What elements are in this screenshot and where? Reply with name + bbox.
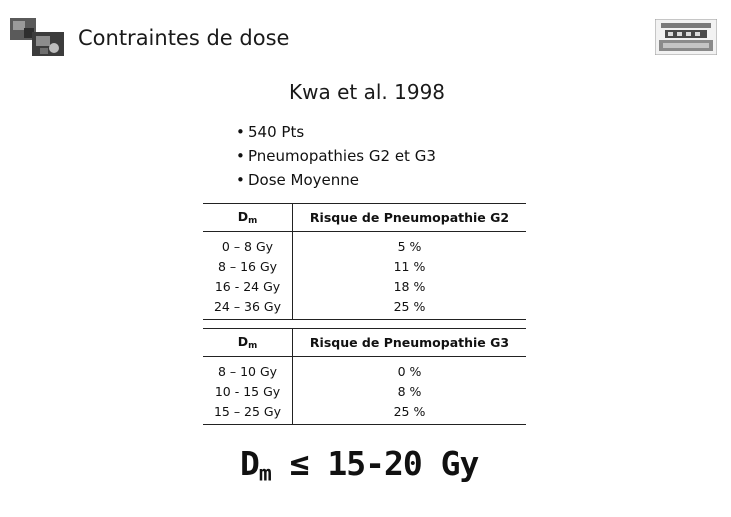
risk-column-header: Risque de Pneumopathie G3 [293, 329, 527, 357]
table-row [203, 401, 526, 425]
table-row [203, 276, 526, 296]
dose-cell: 0 – 8 Gy [203, 232, 293, 257]
slide-title: Contraintes de dose [78, 26, 290, 50]
bullet-item: • Dose Moyenne [236, 171, 360, 189]
risk-cell: 0 % [397, 363, 422, 379]
table-header-row [203, 329, 526, 357]
table-row [203, 357, 526, 382]
bullet-item: • Pneumopathies G2 et G3 [236, 147, 436, 165]
risk-cell: 25 % [293, 296, 527, 320]
reference-title: Kwa et al. 1998 [289, 80, 446, 104]
table-row [203, 232, 526, 257]
dose-cell: 16 - 24 Gy [203, 276, 293, 296]
table-row [203, 296, 526, 320]
risk-cell: 8 % [397, 383, 422, 399]
table-header-row [203, 204, 526, 232]
table-row [203, 256, 526, 276]
dose-constraint-conclusion: $D_m \le 15-20$ Gy [240, 444, 479, 487]
bullet-list [236, 120, 436, 192]
dose-cell: 24 – 36 Gy [203, 296, 293, 320]
institution-building-logo [655, 19, 717, 55]
risk-column-header: Risque de Pneumopathie G2 [293, 204, 527, 232]
risk-cell: 18 % [393, 278, 426, 294]
dose-cell: 15 – 25 Gy [203, 401, 293, 425]
dose-cell: 8 – 10 Gy [203, 357, 293, 382]
dose-cell: 8 – 16 Gy [203, 256, 293, 276]
bullet-item: • 540 Pts [236, 123, 305, 141]
risk-cell: 5 % [397, 238, 422, 254]
institution-photo-logo [10, 18, 66, 58]
risk-table-g3 [203, 328, 526, 425]
risk-table-g2 [203, 203, 526, 320]
dose-column-header: $D_m$ [203, 204, 293, 232]
risk-cell: 11 % [393, 258, 426, 274]
risk-cell: 25 % [293, 401, 527, 425]
dose-column-header: $D_m$ [203, 329, 293, 357]
table-row [203, 381, 526, 401]
dose-cell: 10 - 15 Gy [203, 381, 293, 401]
